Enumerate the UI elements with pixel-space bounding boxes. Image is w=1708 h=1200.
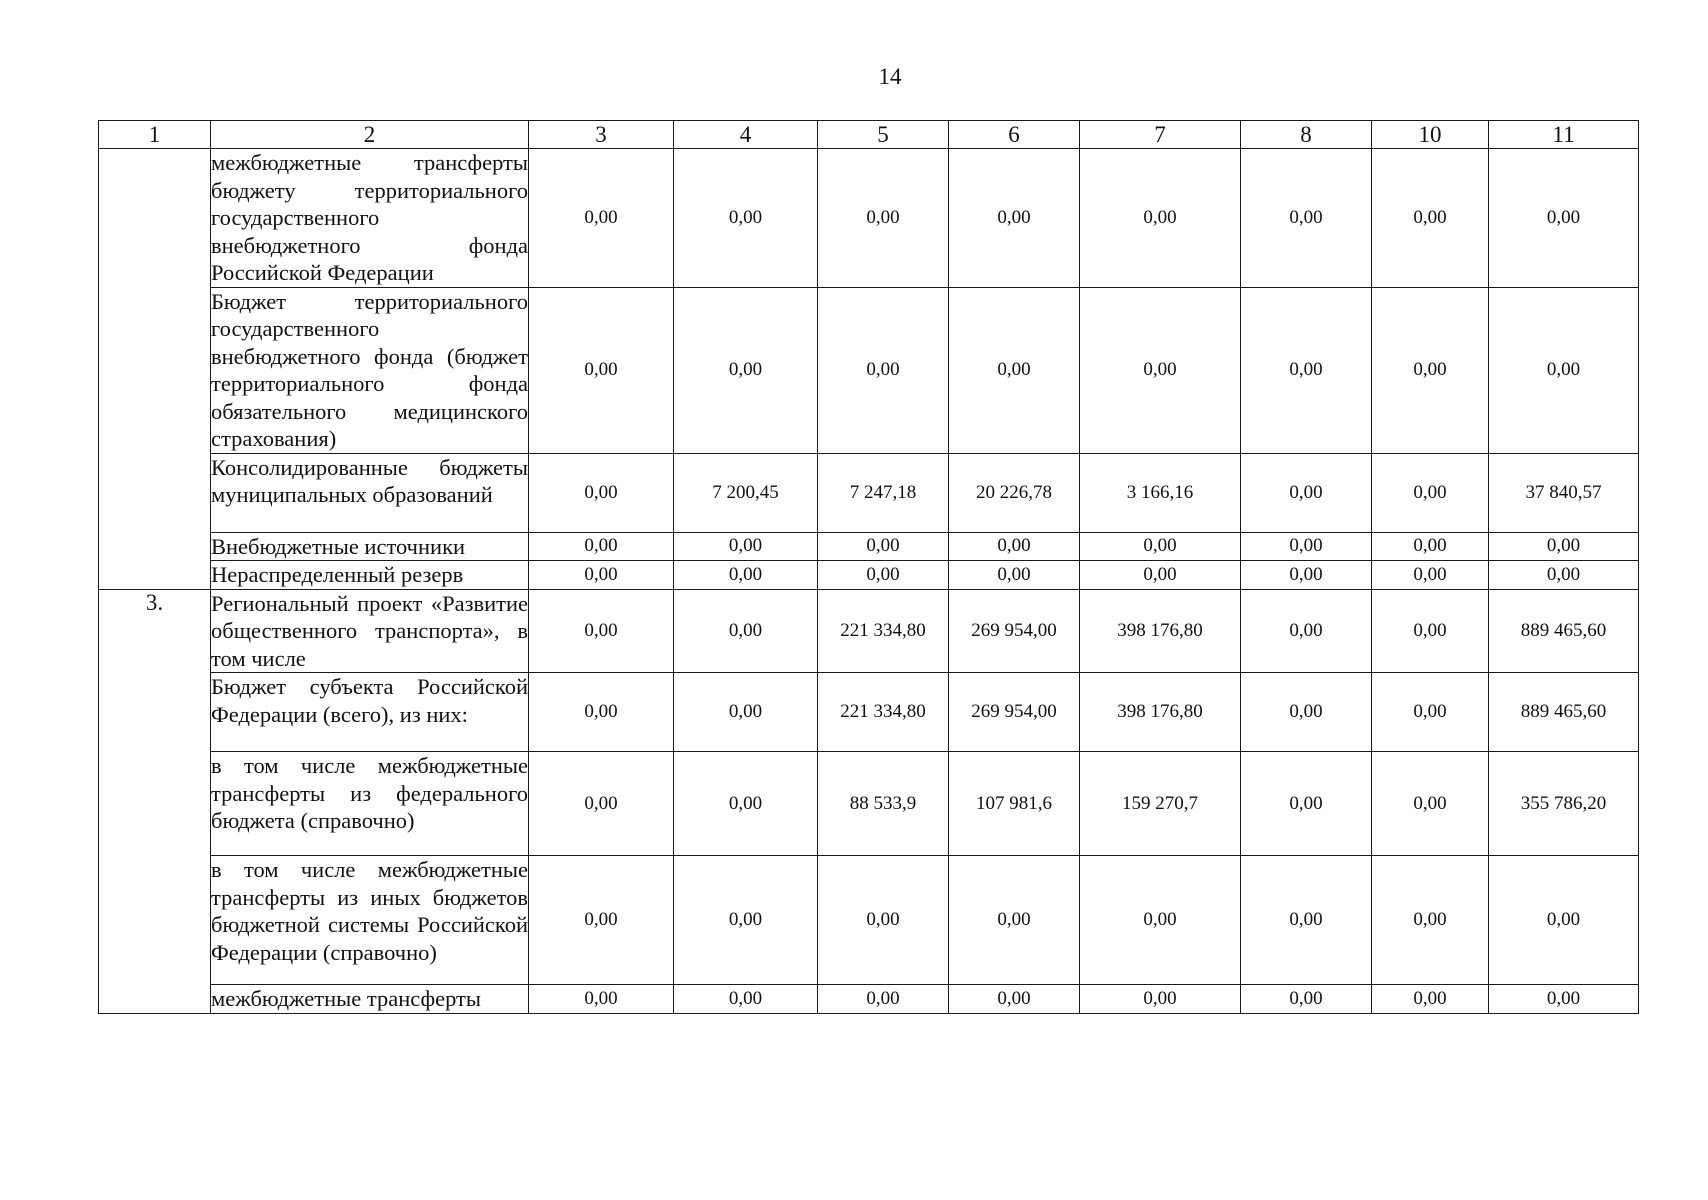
table-row [99,752,1639,856]
value-cell: 0,00 [949,856,1080,985]
value-cell: 0,00 [674,752,818,856]
value-cell: 269 954,00 [949,589,1080,673]
value-cell: 0,00 [1241,856,1372,985]
header-row [99,121,1639,149]
value-cell: 0,00 [1489,856,1639,985]
value-cell: 0,00 [1241,561,1372,590]
table-row [99,149,1639,288]
value-cell: 0,00 [674,985,818,1014]
row-label: Бюджет территориального государственного внебюджетного фонда (бюджет территориального фонда обязательного медицинского страхования) [211,288,528,451]
value-cell: 0,00 [529,752,674,856]
value-cell: 0,00 [1241,752,1372,856]
value-cell: 0,00 [529,856,674,985]
value-cell: 0,00 [949,532,1080,561]
value-cell: 0,00 [1372,856,1489,985]
table-row [99,287,1639,453]
value-cell: 0,00 [529,149,674,288]
column-header: 1 [99,121,211,149]
column-header: 11 [1489,121,1639,149]
value-cell: 0,00 [1241,589,1372,673]
value-cell: 221 334,80 [818,673,949,752]
row-label: Консолидированные бюджеты муниципальных образований [211,453,529,532]
value-cell: 0,00 [529,589,674,673]
value-cell: 3 166,16 [1080,453,1241,532]
value-cell: 398 176,80 [1080,673,1241,752]
value-cell: 0,00 [949,149,1080,288]
row-label: Внебюджетные источники [211,532,529,561]
row-label: Бюджет субъекта Российской Федерации (всего), из них: [211,673,529,752]
row-label: межбюджетные трансферты [211,985,529,1014]
value-cell: 0,00 [1241,149,1372,288]
value-cell: 0,00 [1080,985,1241,1014]
value-cell: 0,00 [1372,561,1489,590]
value-cell: 0,00 [818,149,949,288]
value-cell: 0,00 [674,589,818,673]
value-cell: 0,00 [529,453,674,532]
value-cell: 88 533,9 [818,752,949,856]
value-cell: 221 334,80 [818,589,949,673]
column-header: 4 [674,121,818,149]
value-cell: 0,00 [1241,532,1372,561]
value-cell: 0,00 [674,856,818,985]
value-cell: 0,00 [529,561,674,590]
value-cell: 0,00 [1241,985,1372,1014]
value-cell: 0,00 [1372,149,1489,288]
value-cell: 0,00 [529,287,674,453]
value-cell: 0,00 [529,673,674,752]
value-cell: 159 270,7 [1080,752,1241,856]
value-cell: 0,00 [1080,149,1241,288]
value-cell: 0,00 [818,561,949,590]
value-cell: 398 176,80 [1080,589,1241,673]
row-label: в том числе межбюджетные трансферты из иных бюджетов бюджетной системы Российской Федерации (справочно) [211,856,529,985]
value-cell: 0,00 [674,532,818,561]
value-cell: 0,00 [1372,985,1489,1014]
column-header: 2 [211,121,529,149]
page-number: 14 [878,64,902,89]
table-row [99,453,1639,532]
value-cell: 0,00 [674,149,818,288]
column-header: 5 [818,121,949,149]
value-cell: 0,00 [529,532,674,561]
value-cell: 0,00 [949,561,1080,590]
value-cell: 0,00 [1080,532,1241,561]
value-cell: 20 226,78 [949,453,1080,532]
row-label: межбюджетные трансферты бюджету территориального государственного внебюджетного фонда Российской Федерации [211,150,528,285]
table-row [99,856,1639,985]
column-header: 8 [1241,121,1372,149]
value-cell: 889 465,60 [1489,673,1639,752]
value-cell: 107 981,6 [949,752,1080,856]
table-row [99,589,1639,673]
value-cell: 0,00 [818,287,949,453]
value-cell: 889 465,60 [1489,589,1639,673]
value-cell: 0,00 [1372,673,1489,752]
value-cell: 0,00 [1489,532,1639,561]
value-cell: 0,00 [1372,532,1489,561]
value-cell: 0,00 [1080,856,1241,985]
value-cell: 0,00 [674,287,818,453]
value-cell: 0,00 [529,985,674,1014]
value-cell: 0,00 [1489,149,1639,288]
table-row [99,985,1639,1014]
budget-table [98,120,1639,1014]
value-cell: 0,00 [1241,673,1372,752]
row-number-cell [99,149,211,590]
value-cell: 0,00 [1489,985,1639,1014]
value-cell: 0,00 [674,673,818,752]
value-cell: 0,00 [1489,561,1639,590]
value-cell: 0,00 [818,856,949,985]
value-cell: 0,00 [1489,287,1639,453]
value-cell: 269 954,00 [949,673,1080,752]
value-cell: 0,00 [1372,752,1489,856]
value-cell: 0,00 [1241,287,1372,453]
value-cell: 37 840,57 [1489,453,1639,532]
value-cell: 0,00 [949,985,1080,1014]
value-cell: 355 786,20 [1489,752,1639,856]
table-row [99,561,1639,590]
value-cell: 0,00 [1080,287,1241,453]
value-cell: 0,00 [949,287,1080,453]
row-label: Нераспределенный резерв [211,561,529,590]
value-cell: 7 200,45 [674,453,818,532]
value-cell: 0,00 [818,532,949,561]
row-number-cell: 3. [99,589,211,1013]
column-header: 6 [949,121,1080,149]
value-cell: 0,00 [1372,287,1489,453]
value-cell: 0,00 [1241,453,1372,532]
column-header: 3 [529,121,674,149]
value-cell: 0,00 [1372,453,1489,532]
value-cell: 7 247,18 [818,453,949,532]
value-cell: 0,00 [1080,561,1241,590]
value-cell: 0,00 [1372,589,1489,673]
row-label: Региональный проект «Развитие общественного транспорта», в том числе [211,590,528,671]
column-header: 10 [1372,121,1489,149]
column-header: 7 [1080,121,1241,149]
value-cell: 0,00 [674,561,818,590]
value-cell: 0,00 [818,985,949,1014]
table-row [99,532,1639,561]
row-label: в том числе межбюджетные трансферты из федерального бюджета (справочно) [211,752,529,856]
table-row [99,673,1639,752]
